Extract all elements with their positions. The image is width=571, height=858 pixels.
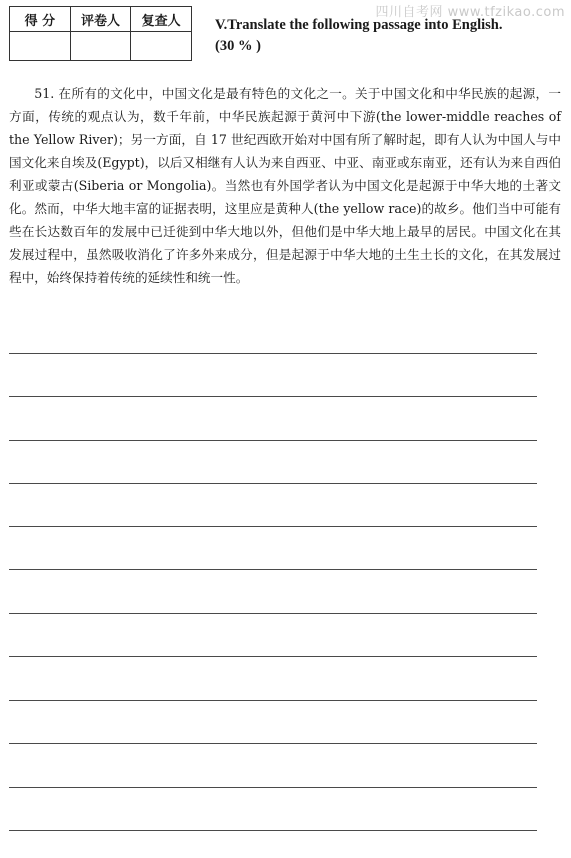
watermark-text: 四川自考网 www.tfzikao.com	[375, 5, 565, 20]
score-table-header-row	[10, 7, 192, 32]
answer-line	[9, 700, 537, 701]
score-header-cell: 得 分	[10, 7, 71, 32]
answer-line	[9, 656, 537, 657]
answer-line	[9, 569, 537, 570]
section-points: (30 % )	[215, 38, 261, 54]
answer-line	[9, 440, 537, 441]
answer-line	[9, 830, 537, 831]
reviewer-header-cell: 复查人	[131, 7, 192, 32]
score-value-cell	[10, 32, 71, 61]
answer-line	[9, 743, 537, 744]
answer-line	[9, 483, 537, 484]
answer-line	[9, 613, 537, 614]
answer-line	[9, 396, 537, 397]
score-table-body-row	[10, 32, 192, 61]
grader-value-cell	[70, 32, 131, 61]
section-title: V.Translate the following passage into English.	[215, 17, 503, 33]
translation-passage: 51. 在所有的文化中，中国文化是最有特色的文化之一。关于中国文化和中华民族的起源，一方面，传统的观点认为，数千年前，中华民族起源于黄河中下游(the lower-middle reaches of the Yellow River)；另一方面，自 17 世纪西欧开始对中国有所了解时起，即有人认为中国人与中国文化来自埃及(Egypt)，以后又相继有人认为来自西亚、中亚、南亚或东南亚，还有认为来自西伯利亚或蒙古(Siberia or Mongolia)。当然也有外国学者认为中国文化是起源于中华大地的土著文化。然而，中华大地丰富的证据表明，这里应是黄种人(the yellow race)的故乡。他们当中可能有些在长达数百年的发展中已迁徙到中华大地以外，但他们是中华大地上最早的居民。中国文化在其发展过程中，虽然吸收消化了许多外来成分，但是起源于中华大地的土生土长的文化，在其发展过程中，始终保持着传统的延续性和统一性。	[9, 86, 561, 285]
grader-header-cell: 评卷人	[70, 7, 131, 32]
score-table	[9, 6, 192, 61]
answer-line	[9, 787, 537, 788]
section-heading	[215, 15, 545, 57]
answer-line	[9, 526, 537, 527]
reviewer-value-cell	[131, 32, 192, 61]
answer-line	[9, 353, 537, 354]
